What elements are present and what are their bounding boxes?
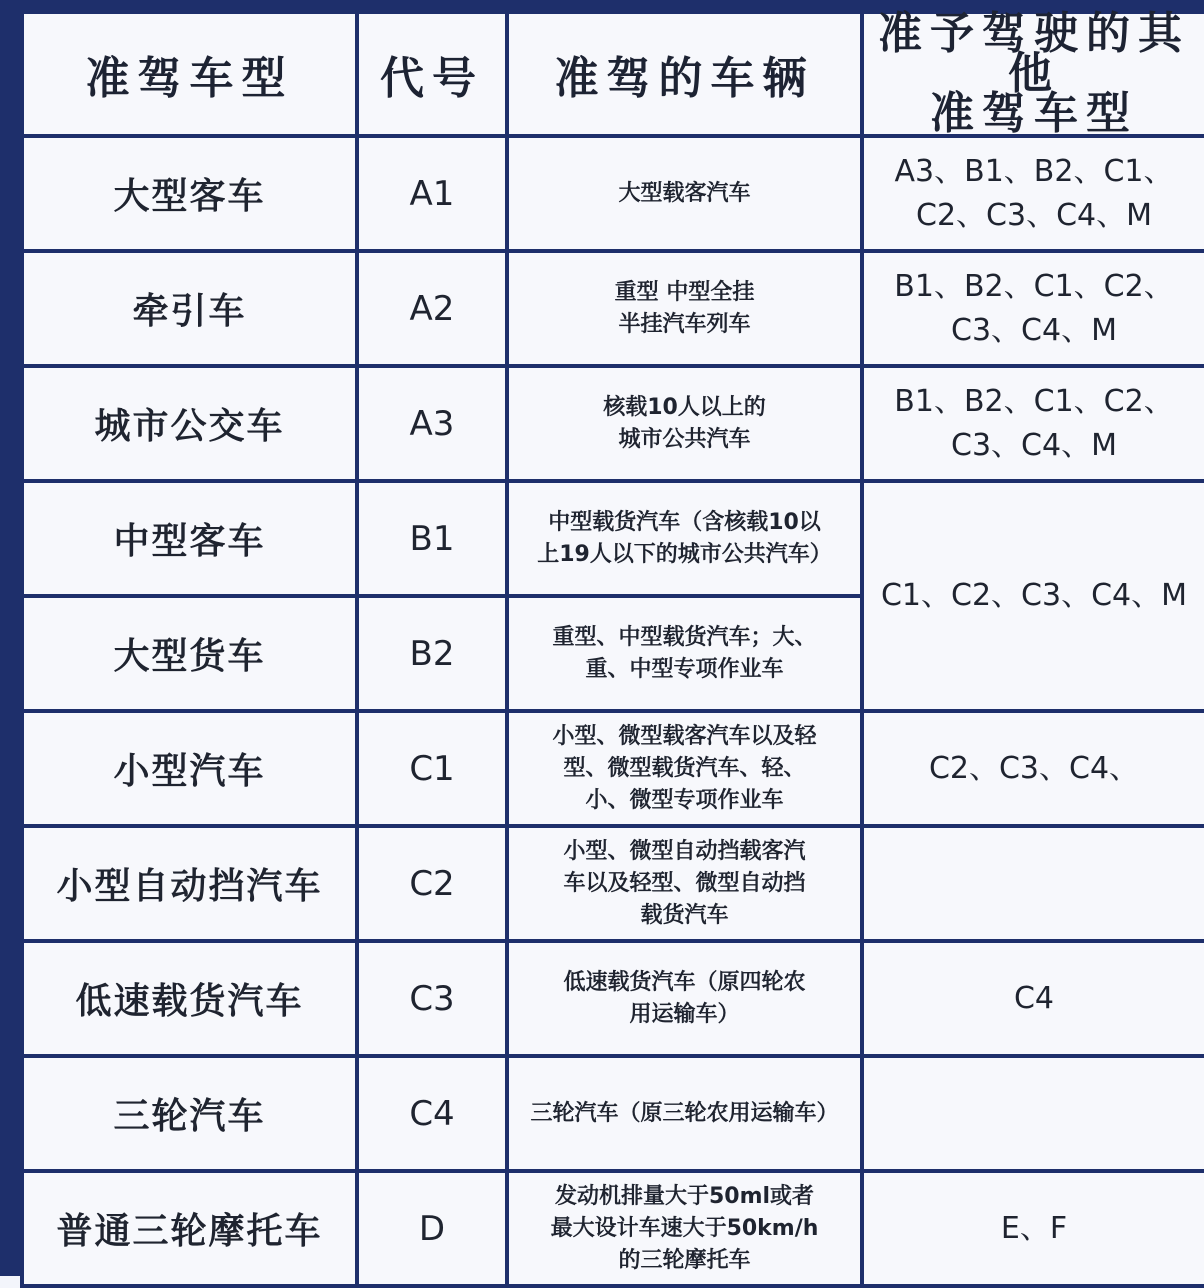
table-row [22, 1056, 1204, 1171]
other-types-cell [862, 251, 1204, 366]
license-type-cell: 牵引车 [22, 251, 357, 366]
code-cell: C1 [357, 711, 507, 826]
header-permitted-vehicles: 准驾的车辆 [507, 12, 862, 136]
other-types-line: B1、B2、C1、C2、 [894, 268, 1174, 304]
code-cell: A2 [357, 251, 507, 366]
other-types-cell [862, 941, 1204, 1056]
other-types-line: C1、C2、C3、C4、M [880, 578, 1188, 613]
vehicles-line: 中型载货汽车（含核载10以 [548, 509, 821, 535]
header-other-line-2: 准驾车型 [930, 88, 1138, 139]
table-row [22, 251, 1204, 366]
code-cell: A3 [357, 366, 507, 481]
vehicles-line: 低速载货汽车（原四轮农 [563, 969, 806, 995]
vehicles-line: 最大设计车速大于50km/h [550, 1215, 819, 1241]
other-types-line: A3、B1、B2、C1、 [894, 153, 1174, 189]
license-type-cell: 三轮汽车 [22, 1056, 357, 1171]
other-types-line: C3、C4、M [951, 312, 1117, 348]
vehicles-cell [507, 366, 862, 481]
vehicles-line: 大型载客汽车 [618, 180, 751, 206]
vehicles-cell [507, 136, 862, 251]
license-type-cell: 小型汽车 [22, 711, 357, 826]
vehicles-line: 小型、微型自动挡载客汽 [563, 838, 806, 864]
header-license-type: 准驾车型 [22, 12, 357, 136]
vehicles-cell [507, 941, 862, 1056]
vehicles-line: 小型、微型载客汽车以及轻 [552, 723, 817, 749]
table-row [22, 481, 1204, 596]
other-types-line: E、F [1000, 1210, 1068, 1246]
vehicles-line: 重、中型专项作业车 [585, 656, 784, 682]
other-types-line: C2、C3、C4、 [928, 750, 1140, 786]
other-types-line: C3、C4、M [951, 427, 1117, 463]
license-type-cell: 中型客车 [22, 481, 357, 596]
other-types-line: B1、B2、C1、C2、 [894, 383, 1174, 419]
other-types-cell [862, 1171, 1204, 1286]
code-cell: C3 [357, 941, 507, 1056]
vehicles-line: 型、微型载货汽车、轻、 [563, 755, 806, 781]
code-cell: D [357, 1171, 507, 1286]
license-class-table [20, 10, 1204, 1288]
header-other-permitted-types [862, 8, 1204, 139]
vehicles-line: 车以及轻型、微型自动挡 [563, 870, 806, 896]
vehicles-cell [507, 251, 862, 366]
license-type-cell: 小型自动挡汽车 [22, 826, 357, 941]
header-other-line-1: 准予驾驶的其他 [878, 8, 1190, 99]
license-type-cell: 城市公交车 [22, 366, 357, 481]
vehicles-line: 的三轮摩托车 [618, 1247, 751, 1273]
license-type-cell: 普通三轮摩托车 [22, 1171, 357, 1286]
header-row [22, 12, 1204, 136]
license-type-cell: 大型客车 [22, 136, 357, 251]
code-cell: B1 [357, 481, 507, 596]
vehicles-cell [507, 826, 862, 941]
vehicles-line: 半挂汽车列车 [618, 311, 751, 337]
vehicles-cell [507, 1056, 862, 1171]
code-cell: B2 [357, 596, 507, 711]
other-types-line: C4 [1013, 980, 1055, 1016]
other-types-cell [862, 481, 1204, 711]
vehicles-line: 上19人以下的城市公共汽车） [537, 541, 832, 567]
code-cell: C2 [357, 826, 507, 941]
table-row [22, 826, 1204, 941]
vehicles-cell [507, 711, 862, 826]
vehicles-line: 载货汽车 [640, 902, 729, 928]
other-types-cell [862, 711, 1204, 826]
vehicles-line: 重型 中型全挂 [614, 279, 755, 305]
header-code: 代号 [357, 12, 507, 136]
vehicles-line: 发动机排量大于50ml或者 [554, 1183, 815, 1209]
vehicles-line: 小、微型专项作业车 [585, 787, 784, 813]
vehicles-line: 三轮汽车（原三轮农用运输车） [530, 1100, 839, 1126]
vehicles-cell [507, 1171, 862, 1286]
license-type-cell: 低速载货汽车 [22, 941, 357, 1056]
table-row [22, 711, 1204, 826]
vehicles-cell [507, 596, 862, 711]
table-row [22, 366, 1204, 481]
other-types-cell [862, 826, 1204, 941]
code-cell: A1 [357, 136, 507, 251]
code-cell: C4 [357, 1056, 507, 1171]
vehicles-cell [507, 481, 862, 596]
table-row [22, 1171, 1204, 1286]
table-row [22, 136, 1204, 251]
other-types-line: C2、C3、C4、M [916, 197, 1152, 233]
table-row [22, 941, 1204, 1056]
vehicles-line: 重型、中型载货汽车；大、 [552, 624, 817, 650]
other-types-cell [862, 1056, 1204, 1171]
vehicles-line: 核载10人以上的 [603, 394, 766, 420]
other-types-cell [862, 136, 1204, 251]
vehicles-line: 城市公共汽车 [618, 426, 751, 452]
license-type-cell: 大型货车 [22, 596, 357, 711]
other-types-cell [862, 366, 1204, 481]
vehicles-line: 用运输车） [629, 1001, 740, 1027]
